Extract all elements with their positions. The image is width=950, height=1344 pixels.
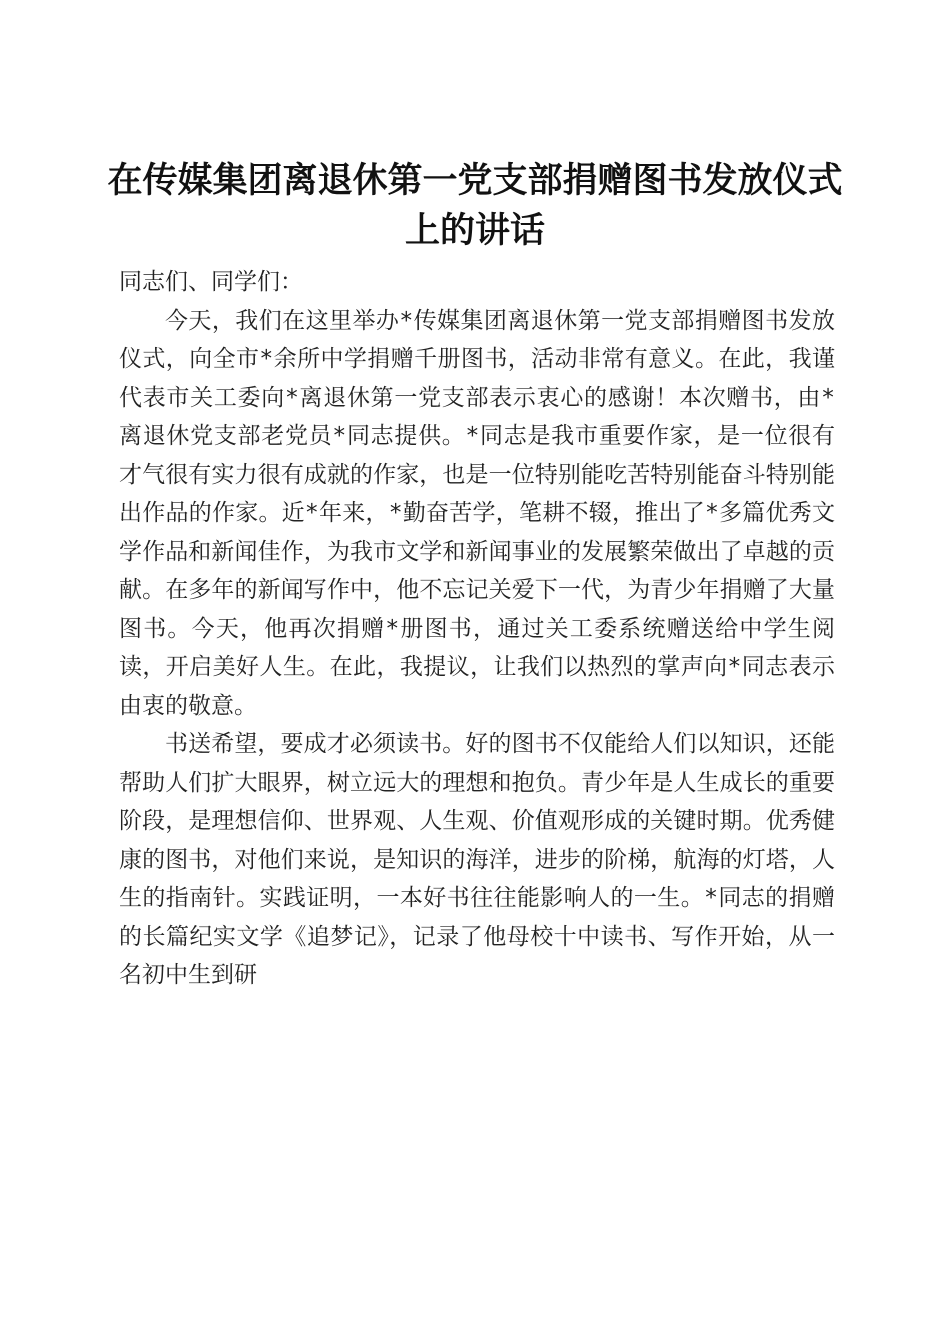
document-body: [119, 263, 835, 995]
paragraph-1: 今天，我们在这里举办*传媒集团离退休第一党支部捐赠图书发放仪式，向全市*余所中学捐赠千册图书，活动非常有意义。在此，我谨代表市关工委向*离退休第一党支部表示衷心的感谢！本次赠书，由*离退休党支部老党员*同志提供。*同志是我市重要作家，是一位很有才气很有实力很有成就的作家，也是一位特别能吃苦特别能奋斗特别能出作品的作家。近*年来，*勤奋苦学，笔耕不辍，推出了*多篇优秀文学作品和新闻佳作，为我市文学和新闻事业的发展繁荣做出了卓越的贡献。在多年的新闻写作中，他不忘记关爱下一代，为青少年捐赠了大量图书。今天，他再次捐赠*册图书，通过关工委系统赠送给中学生阅读，开启美好人生。在此，我提议，让我们以热烈的掌声向*同志表示由衷的敬意。: [119, 307, 835, 719]
document-title: 在传媒集团离退休第一党支部捐赠图书发放仪式上的讲话: [107, 160, 843, 252]
salutation: 同志们、同学们：: [119, 269, 303, 295]
paragraph-2: 书送希望，要成才必须读书。好的图书不仅能给人们以知识，还能帮助人们扩大眼界，树立远大的理想和抱负。青少年是人生成长的重要阶段，是理想信仰、世界观、人生观、价值观形成的关键时期。优秀健康的图书，对他们来说，是知识的海洋，进步的阶梯，航海的灯塔，人生的指南针。实践证明，一本好书往往能影响人的一生。*同志的捐赠的长篇纪实文学《追梦记》，记录了他母校十中读书、写作开始，从一名初中生到研: [119, 731, 835, 988]
